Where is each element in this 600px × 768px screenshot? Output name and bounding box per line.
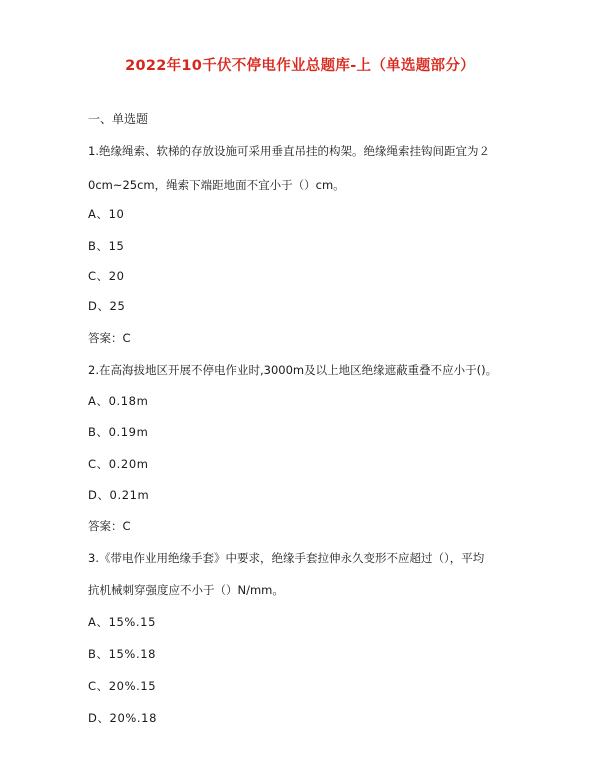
question-2-option-d: D、0.21m [88, 488, 150, 502]
question-3-option-a: A、15%.15 [88, 615, 157, 629]
question-1-stem-line-1: 1.绝缘绳索、软梯的存放设施可采用垂直吊挂的构架。绝缘绳索挂钩间距宜为２ [88, 144, 490, 158]
question-3-stem-line-1: 3.《带电作业用绝缘手套》中要求，绝缘手套拉伸永久变形不应超过（），平均 [88, 551, 485, 565]
question-3-stem-line-2: 抗机械刺穿强度应不小于（）N/mm。 [88, 583, 284, 597]
question-3-option-b: B、15%.18 [88, 647, 157, 661]
question-2-option-c: C、0.20m [88, 457, 149, 471]
question-2-option-b: B、0.19m [88, 425, 149, 439]
question-1-answer: 答案：C [88, 331, 131, 345]
question-1-option-a: A、10 [88, 207, 125, 221]
question-2-option-a: A、0.18m [88, 394, 149, 408]
section-heading: 一、单选题 [88, 112, 149, 126]
page-title: 2022年10千伏不停电作业总题库-上（单选题部分） [125, 58, 475, 74]
question-1-option-b: B、15 [88, 239, 125, 253]
question-2-answer: 答案：C [88, 519, 131, 533]
question-1-option-d: D、25 [88, 299, 126, 313]
question-3-option-c: C、20%.15 [88, 679, 157, 693]
question-1-stem-line-2: 0cm~25cm，绳索下端距地面不宜小于（）cm。 [88, 178, 345, 192]
question-1-option-c: C、20 [88, 269, 125, 283]
question-2-stem-line-1: 2.在高海拔地区开展不停电作业时,3000m及以上地区绝缘遮蔽重叠不应小于()。 [88, 363, 498, 377]
question-3-option-d: D、20%.18 [88, 711, 158, 725]
